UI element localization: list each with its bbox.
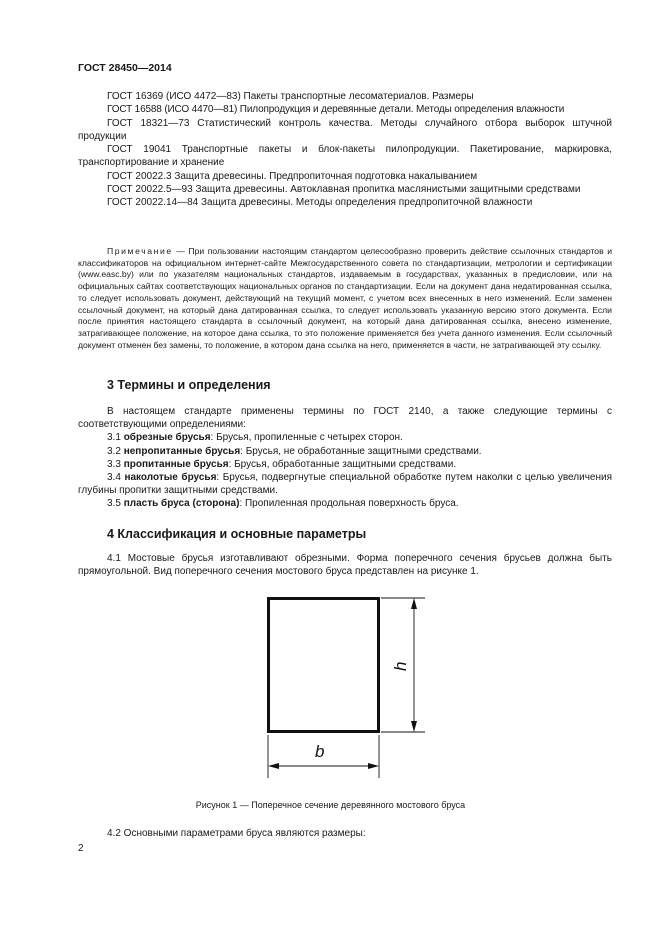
- term-name: пропитанные брусья: [123, 458, 229, 470]
- term-number: 3.4: [107, 472, 125, 484]
- paragraph-4-1: 4.1 Мостовые брусья изготавливают обрезными. Форма поперечного сечения брусьев должна быть прямоугольной. Вид поперечного сечения мостового бруса представлен на рисунке 1.: [78, 553, 612, 578]
- page-number: 2: [78, 843, 84, 854]
- paragraph-4-2: 4.2 Основными параметрами бруса являются размеры:: [107, 828, 366, 839]
- arrow-left-icon: [268, 763, 279, 769]
- term-name: наколотые брусья: [124, 472, 217, 484]
- running-header: ГОСТ 28450—2014: [78, 62, 172, 74]
- dimension-label-h: h: [391, 661, 410, 671]
- term-definition: : Брусья, подвергнутые специальной обработке путем наколки с целью увеличения глубины пропитки защитными средствами.: [78, 472, 613, 497]
- note-label: Примечание: [107, 246, 173, 256]
- reference-item: ГОСТ 20022.14—84 Защита древесины. Методы определения предпропиточной влажности: [107, 197, 533, 209]
- section-4-heading: 4 Классификация и основные параметры: [107, 527, 367, 541]
- term-number: 3.5: [107, 498, 124, 510]
- term-number: 3.3: [107, 458, 124, 470]
- term-definition: : Брусья, пропиленные с четырех сторон.: [210, 432, 403, 444]
- term-definition: : Брусья, не обработанные защитными средствами.: [240, 445, 482, 457]
- term-number: 3.2: [107, 445, 124, 457]
- section-3-heading: 3 Термины и определения: [107, 378, 271, 392]
- arrow-right-icon: [368, 763, 379, 769]
- beam-section-rect: [269, 599, 379, 732]
- terms-intro: В настоящем стандарте применены термины по ГОСТ 2140, а также следующие термины с соответствующими определениями:: [78, 406, 612, 431]
- term-definition: : Брусья, обработанные защитными средствами.: [228, 458, 457, 470]
- dimension-label-b: b: [315, 742, 325, 761]
- term-name: обрезные брусья: [123, 432, 211, 444]
- reference-item: ГОСТ 16588 (ИСО 4470—81) Пилопродукция и деревянные детали. Методы определения влажности: [107, 104, 565, 116]
- term-name: непропитанные брусья: [123, 445, 241, 457]
- arrow-down-icon: [411, 721, 417, 732]
- reference-item: ГОСТ 18321—73 Статистический контроль качества. Методы случайного отбора выборок штучной продукции: [78, 117, 612, 142]
- note-text: — При пользовании настоящим стандартом целесообразно проверить действие ссылочных стандартов и классификаторов на официальном интернет-сайте Межгосударственного совета по стандартизации, метрологии и сертификации (www.easc.by) или по указателям национальных стандартов, издаваемым в государствах, указанных в предисловии, или на официальных сайтах соответствующих национальных органов по стандартизации. Если на документ дана недатированная ссылка, то следует использовать документ, действующий на текущий момент, с учетом всех внесенных в него изменений. Если заменен ссылочный документ, на который дана датированная ссылка, то следует использовать указанную версию этого документа. Если после принятия настоящего стандарта в ссылочный документ, на который дана датированная ссылка, внесено изменение, затрагивающее положение, на которое дана ссылка, то это положение применяется без учета данного изменения. Если ссылочный документ отменен без замены, то положение, в котором дана ссылка на него, применяется в части, не затрагивающей эту ссылку.: [78, 246, 612, 350]
- reference-item: ГОСТ 19041 Транспортные пакеты и блок-пакеты пилопродукции. Пакетирование, маркировка, транспортирование и хранение: [78, 144, 612, 169]
- reference-item: ГОСТ 16369 (ИСО 4472—83) Пакеты транспортные лесоматериалов. Размеры: [107, 91, 474, 102]
- figure-caption: Рисунок 1 — Поперечное сечение деревянного мостового бруса: [195, 800, 466, 810]
- reference-item: ГОСТ 20022.5—93 Защита древесины. Автоклавная пропитка маслянистыми защитными средствами: [107, 184, 581, 196]
- reference-item: ГОСТ 20022.3 Защита древесины. Предпропиточная подготовка накалыванием: [107, 170, 478, 182]
- term-name: пласть бруса (сторона): [123, 498, 240, 510]
- term-number: 3.1: [107, 432, 124, 444]
- term-definition: : Пропиленная продольная поверхность бруса.: [239, 498, 459, 510]
- arrow-up-icon: [411, 598, 417, 609]
